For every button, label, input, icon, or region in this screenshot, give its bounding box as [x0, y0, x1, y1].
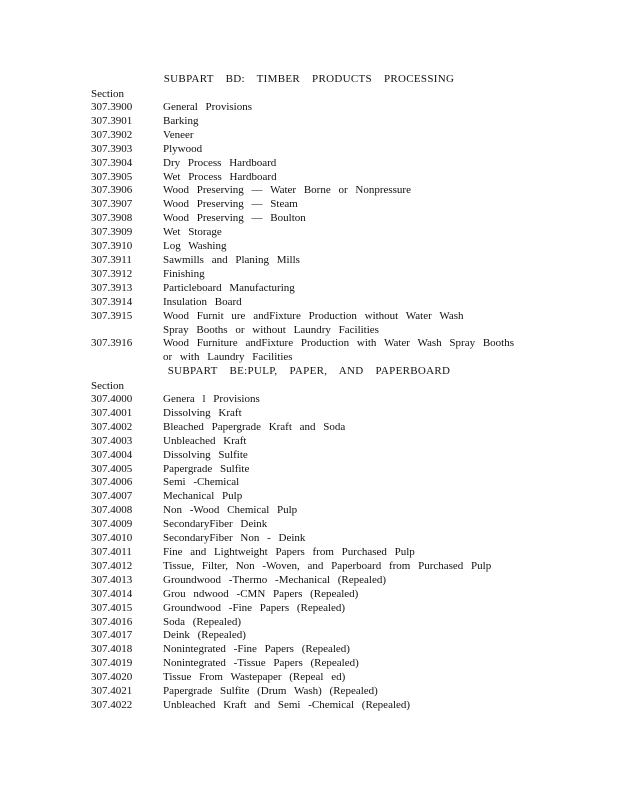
- section-row: [91, 616, 531, 630]
- section-number: 307.3909: [91, 226, 133, 239]
- section-title: Veneer: [163, 128, 194, 141]
- section-number: 307.3910: [91, 240, 133, 253]
- section-title: Wood Furnit ure andFixture Production without Water Wash Spray Booths or without Laundry Facilities: [163, 309, 464, 336]
- section-row: [91, 268, 531, 282]
- section-title: General Provisions: [163, 101, 253, 113]
- section-title: Wood Preserving — Steam: [163, 198, 298, 211]
- section-number: 307.4016: [91, 615, 133, 628]
- section-title: Barking: [163, 114, 199, 127]
- section-title: Nonintegrated -Tissue Papers (Repealed): [163, 657, 359, 670]
- section-row: [91, 476, 531, 490]
- section-row: [91, 518, 531, 532]
- section-title: Dissolving Sulfite: [163, 448, 248, 461]
- section-row: [91, 532, 531, 546]
- section-number: 307.4011: [91, 545, 132, 558]
- section-number: 307.4017: [91, 629, 133, 642]
- section-title: Grou ndwood -CMN Papers (Repealed): [163, 587, 359, 600]
- section-column-label: Section: [91, 380, 124, 392]
- section-row: [91, 143, 531, 157]
- section-title: Wood Furniture andFixture Production with Water Wash Spray Booths or with Laundry Facilities: [163, 337, 515, 364]
- section-number: 307.3907: [91, 198, 133, 211]
- section-row: [91, 393, 531, 407]
- section-row: [91, 560, 531, 574]
- section-row: [91, 101, 531, 115]
- section-number: 307.4022: [91, 698, 133, 711]
- section-title: Plywood: [163, 142, 203, 155]
- section-title: Semi -Chemical: [163, 476, 240, 489]
- section-number: 307.3915: [91, 309, 133, 322]
- section-title: Tissue, Filter, Non -Woven, and Paperboard from Purchased Pulp: [163, 559, 492, 572]
- section-row: [91, 254, 531, 268]
- section-number: 307.3914: [91, 295, 133, 308]
- section-title: SecondaryFiber Non - Deink: [163, 532, 306, 545]
- section-title: Genera l Provisions: [163, 393, 260, 405]
- section-row: [91, 671, 531, 685]
- section-number: 307.3912: [91, 267, 133, 280]
- section-row: [91, 490, 531, 504]
- section-number: 307.4004: [91, 448, 133, 461]
- section-number: 307.4008: [91, 504, 133, 517]
- section-number: 307.4012: [91, 559, 133, 572]
- section-row: [91, 435, 531, 449]
- section-number: 307.3905: [91, 170, 133, 183]
- section-number: 307.3906: [91, 184, 133, 197]
- section-title: Unbleached Kraft and Semi -Chemical (Repealed): [163, 698, 411, 711]
- section-row: [91, 310, 531, 338]
- section-title: Groundwood -Fine Papers (Repealed): [163, 601, 346, 614]
- section-title: Wood Preserving — Boulton: [163, 212, 306, 225]
- section-row: [91, 449, 531, 463]
- section-row: [91, 282, 531, 296]
- section-number: 307.4019: [91, 657, 133, 670]
- section-number: 307.4005: [91, 462, 133, 475]
- section-number: 307.4002: [91, 420, 133, 433]
- section-number: 307.3903: [91, 142, 133, 155]
- section-number: 307.3911: [91, 253, 132, 266]
- section-title: Insulation Board: [163, 295, 242, 308]
- section-row: [91, 296, 531, 310]
- section-number: 307.4007: [91, 490, 133, 503]
- section-number: 307.3902: [91, 128, 133, 141]
- section-row: [91, 240, 531, 254]
- section-number: 307.3916: [91, 337, 133, 350]
- section-title: Dissolving Kraft: [163, 406, 242, 419]
- section-row: [91, 212, 531, 226]
- section-number: 307.3901: [91, 114, 133, 127]
- section-row: [91, 157, 531, 171]
- section-title: Mechanical Pulp: [163, 490, 243, 503]
- section-row: [91, 463, 531, 477]
- section-row: [91, 574, 531, 588]
- subpart-be-heading: SUBPART BE:PULP, PAPER, AND PAPERBOARD: [167, 365, 451, 377]
- section-number: 307.4018: [91, 643, 133, 656]
- subpart-bd-heading: SUBPART BD: TIMBER PRODUCTS PROCESSING: [163, 73, 455, 85]
- section-number: 307.4006: [91, 476, 133, 489]
- section-row: [91, 407, 531, 421]
- section-number: 307.4013: [91, 573, 133, 586]
- section-row: [91, 337, 531, 365]
- section-number: 307.4015: [91, 601, 133, 614]
- section-title: Particleboard Manufacturing: [163, 281, 295, 294]
- section-title: Wood Preserving — Water Borne or Nonpressure: [163, 184, 411, 197]
- section-title: Papergrade Sulfite: [163, 462, 250, 475]
- section-number: 307.4003: [91, 434, 133, 447]
- section-row: [91, 588, 531, 602]
- section-row: [91, 226, 531, 240]
- section-title: Fine and Lightweight Papers from Purchased Pulp: [163, 545, 415, 558]
- section-row: [91, 699, 531, 713]
- section-number: 307.4000: [91, 393, 133, 405]
- section-title: Non -Wood Chemical Pulp: [163, 504, 298, 517]
- section-title: Sawmills and Planing Mills: [163, 253, 300, 266]
- subpart-be-section-list: [91, 393, 531, 713]
- section-row: [91, 198, 531, 212]
- section-title: Finishing: [163, 267, 205, 280]
- section-title: Groundwood -Thermo -Mechanical (Repealed): [163, 573, 387, 586]
- section-title: Deink (Repealed): [163, 629, 246, 642]
- section-row: [91, 546, 531, 560]
- subpart-bd-section-list: [91, 101, 531, 365]
- section-title: Unbleached Kraft: [163, 434, 247, 447]
- section-number: 307.3908: [91, 212, 133, 225]
- section-number: 307.4021: [91, 685, 133, 698]
- section-row: [91, 129, 531, 143]
- section-row: [91, 685, 531, 699]
- section-column-label: Section: [91, 88, 124, 100]
- section-row: [91, 504, 531, 518]
- section-number: 307.4014: [91, 587, 133, 600]
- section-row: [91, 171, 531, 185]
- section-number: 307.3904: [91, 156, 133, 169]
- section-title: Tissue From Wastepaper (Repeal ed): [163, 671, 346, 684]
- section-title: Bleached Papergrade Kraft and Soda: [163, 420, 346, 433]
- section-row: [91, 629, 531, 643]
- section-number: 307.4001: [91, 406, 133, 419]
- section-title: Soda (Repealed): [163, 615, 241, 628]
- section-number: 307.4020: [91, 671, 133, 684]
- section-number: 307.3900: [91, 101, 133, 113]
- section-row: [91, 115, 531, 129]
- section-number: 307.4010: [91, 532, 133, 545]
- section-row: [91, 421, 531, 435]
- section-row: [91, 643, 531, 657]
- section-number: 307.4009: [91, 518, 133, 531]
- section-title: Wet Process Hardboard: [163, 170, 277, 183]
- section-title: Nonintegrated -Fine Papers (Repealed): [163, 643, 350, 656]
- section-row: [91, 657, 531, 671]
- section-title: Dry Process Hardboard: [163, 156, 277, 169]
- section-number: 307.3913: [91, 281, 133, 294]
- section-title: Log Washing: [163, 240, 227, 253]
- section-row: [91, 184, 531, 198]
- section-title: SecondaryFiber Deink: [163, 518, 268, 531]
- section-row: [91, 602, 531, 616]
- section-title: Papergrade Sulfite (Drum Wash) (Repealed): [163, 685, 378, 698]
- section-title: Wet Storage: [163, 226, 222, 239]
